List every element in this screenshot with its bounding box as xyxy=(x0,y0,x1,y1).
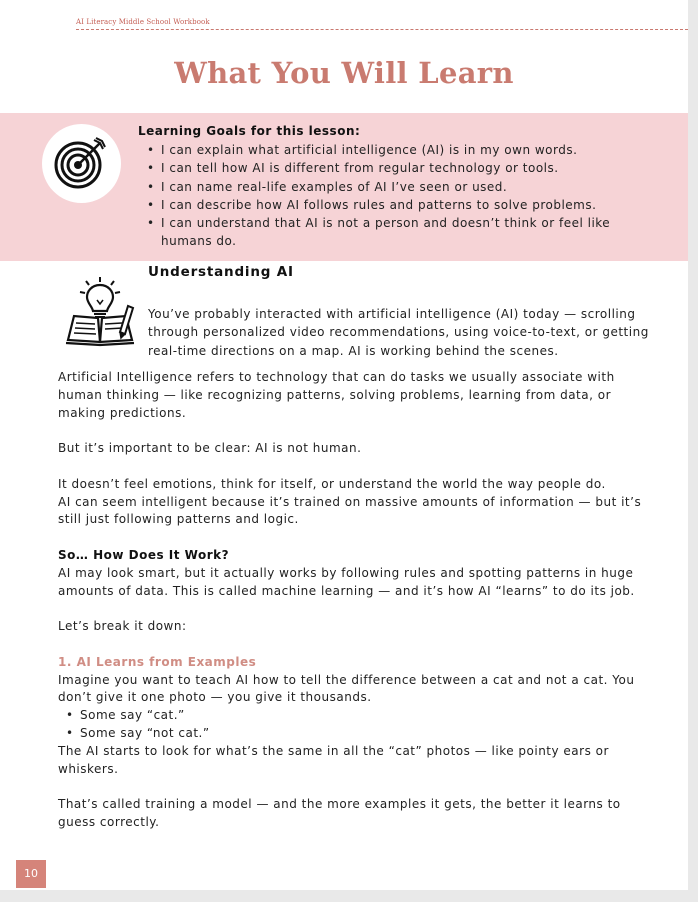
paragraph: But it’s important to be clear: AI is not human. xyxy=(58,441,362,456)
goal-item: • I can describe how AI follows rules and patterns to solve problems. xyxy=(143,196,618,214)
list-item: • Some say “cat.” xyxy=(58,707,658,725)
paragraph: AI can seem intelligent because it’s trained on massive amounts of information — but it’s still just following patterns and logic. xyxy=(58,494,642,527)
body-text xyxy=(58,369,658,832)
paragraph: Artificial Intelligence refers to technology that can do tasks we usually associate with human thinking — like recognizing patterns, solving problems, learning from data, or making predictions. xyxy=(58,370,615,420)
paragraph: The AI starts to look for what’s the same in all the “cat” photos — like pointy ears or whiskers. xyxy=(58,743,609,776)
section-heading: Understanding AI xyxy=(148,264,294,280)
goals-heading: Learning Goals for this lesson: xyxy=(138,124,361,138)
goal-item: • I can understand that AI is not a person and doesn’t think or feel like humans do. xyxy=(143,214,618,251)
example-list xyxy=(58,707,658,743)
goals-list xyxy=(143,141,618,251)
page-number: 10 xyxy=(16,860,46,888)
how-it-works-heading: So… How Does It Work? xyxy=(58,547,230,562)
example-heading: 1. AI Learns from Examples xyxy=(58,654,257,669)
lightbulb-book-icon xyxy=(64,276,136,352)
intro-paragraph: You’ve probably interacted with artificial intelligence (AI) today — scrolling through personalized video recommendations, using voice-to-text, or getting real-time directions on a map. AI is working behind the scenes. xyxy=(148,307,649,358)
goal-item: • I can tell how AI is different from regular technology or tools. xyxy=(143,159,618,177)
page-title: What You Will Learn xyxy=(174,56,514,90)
running-header: AI Literacy Middle School Workbook xyxy=(76,18,210,26)
paragraph: Imagine you want to teach AI how to tell the difference between a cat and not a cat. You don’t give it one photo — you give it thousands. xyxy=(58,672,635,705)
list-item: • Some say “not cat.” xyxy=(58,725,658,743)
target-icon xyxy=(42,124,121,203)
goal-item: • I can name real-life examples of AI I’ve seen or used. xyxy=(143,178,618,196)
header-divider xyxy=(76,29,688,30)
paragraph: AI may look smart, but it actually works by following rules and spotting patterns in huge amounts of data. This is called machine learning — and it’s how AI “learns” to do its job. xyxy=(58,565,635,598)
goal-item: • I can explain what artificial intelligence (AI) is in my own words. xyxy=(143,141,618,159)
paragraph: It doesn’t feel emotions, think for itself, or understand the world the way people do. xyxy=(58,476,606,491)
paragraph: That’s called training a model — and the more examples it gets, the better it learns to guess correctly. xyxy=(58,797,621,829)
paragraph: Let’s break it down: xyxy=(58,619,187,634)
